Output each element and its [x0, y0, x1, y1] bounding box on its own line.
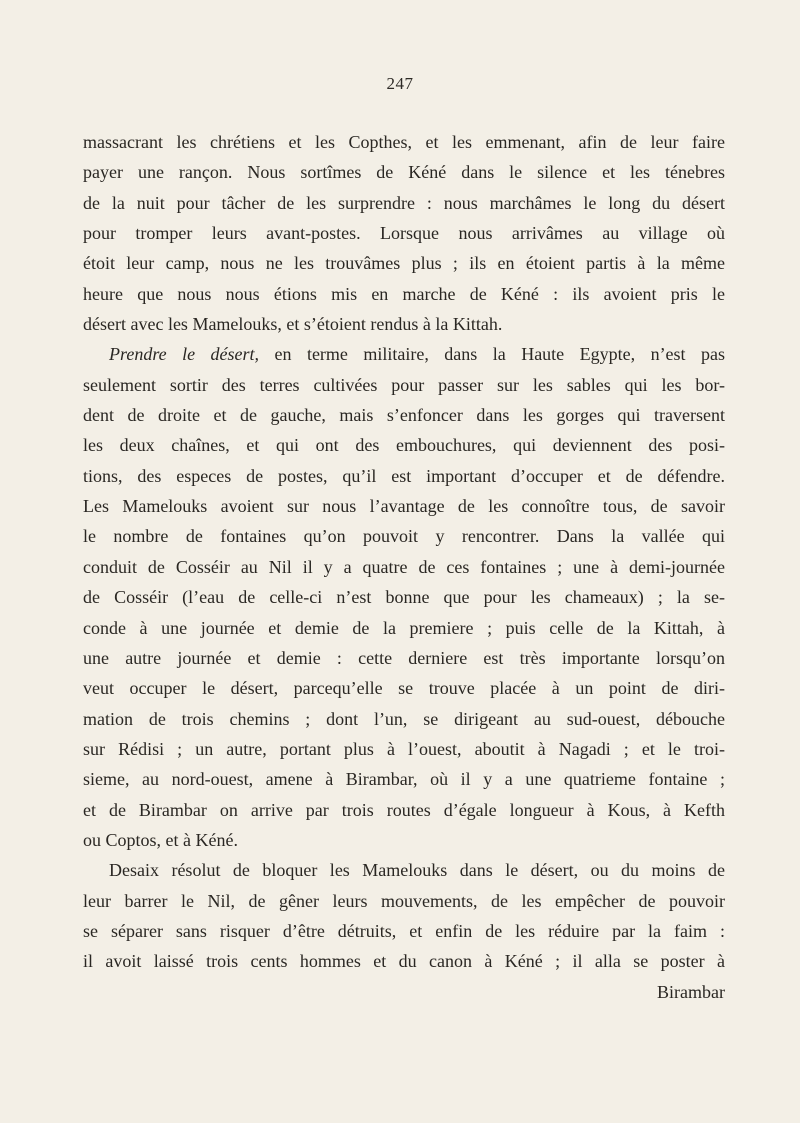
- page-number: 247: [386, 74, 414, 93]
- text-line: heure que nous nous étions mis en marche de Kéné : ils avoient pris le: [83, 283, 725, 304]
- text-line: et de Birambar on arrive par trois routes d’égale longueur à Kous, à Kefth: [83, 799, 725, 820]
- text-line: désert avec les Mamelouks, et s’étoient rendus à la Kittah.: [83, 314, 503, 335]
- text-line: pour tromper leurs avant-postes. Lorsque nous arrivâmes au village où: [83, 223, 725, 244]
- text-line: les deux chaînes, et qui ont des embouchures, qui deviennent des posi-: [83, 435, 725, 456]
- text-line: veut occuper le désert, parcequ’elle se trouve placée à un point de diri-: [83, 678, 725, 699]
- catchword: Birambar: [657, 981, 725, 1002]
- text-line: de la nuit pour tâcher de les surprendre : nous marchâmes le long du désert: [83, 192, 725, 213]
- text-line: [83, 339, 725, 369]
- text-line: tions, des especes de postes, qu’il est important d’occuper et de défendre.: [83, 465, 725, 486]
- text-line: leur barrer le Nil, de gêner leurs mouvements, de les empêcher de pouvoir: [83, 890, 725, 911]
- text-line: seulement sortir des terres cultivées pour passer sur les sables qui les bor-: [83, 374, 725, 395]
- body-text: [83, 127, 725, 1007]
- text-line: ou Coptos, et à Kéné.: [83, 829, 238, 850]
- text-line: étoit leur camp, nous ne les trouvâmes plus ; ils en étoient partis à la même: [83, 253, 725, 274]
- paragraph-1: [83, 127, 725, 339]
- paragraph-3: [83, 855, 725, 1007]
- text-line-rest: en terme militaire, dans la Haute Egypte, n’est pas: [259, 344, 725, 365]
- text-line: il avoit laissé trois cents hommes et du canon à Kéné ; il alla se poster à: [83, 951, 725, 972]
- text-line: payer une rançon. Nous sortîmes de Kéné dans le silence et les ténebres: [83, 162, 725, 183]
- text-line: sur Rédisi ; un autre, portant plus à l’ouest, aboutit à Nagadi ; et le troi-: [83, 738, 725, 759]
- text-line: sieme, au nord-ouest, amene à Birambar, où il y a une quatrieme fontaine ;: [83, 769, 725, 790]
- text-line: mation de trois chemins ; dont l’un, se dirigeant au sud-ouest, débouche: [83, 708, 725, 729]
- text-line: conduit de Cosséir au Nil il y a quatre de ces fontaines ; une à demi-journée: [83, 556, 725, 577]
- text-line: massacrant les chrétiens et les Copthes, et les emmenant, afin de leur faire: [83, 132, 725, 152]
- text-line: le nombre de fontaines qu’on pouvoit y rencontrer. Dans la vallée qui: [83, 526, 725, 547]
- text-line: de Cosséir (l’eau de celle-ci n’est bonne que pour les chameaux) ; la se-: [83, 587, 725, 608]
- text-line: Desaix résolut de bloquer les Mamelouks dans le désert, ou du moins de: [109, 860, 725, 881]
- text-line: dent de droite et de gauche, mais s’enfoncer dans les gorges qui traversent: [83, 405, 725, 426]
- paragraph-2: [83, 339, 725, 855]
- text-line: se séparer sans risquer d’être détruits, et enfin de les réduire par la faim :: [83, 920, 725, 941]
- text-line: une autre journée et demie : cette derniere est très importante lorsqu’on: [83, 647, 725, 668]
- italic-term: Prendre le désert,: [109, 344, 260, 365]
- text-line: Les Mamelouks avoient sur nous l’avantage de les connoître tous, de savoir: [83, 496, 725, 517]
- text-line: conde à une journée et demie de la premiere ; puis celle de la Kittah, à: [83, 617, 725, 638]
